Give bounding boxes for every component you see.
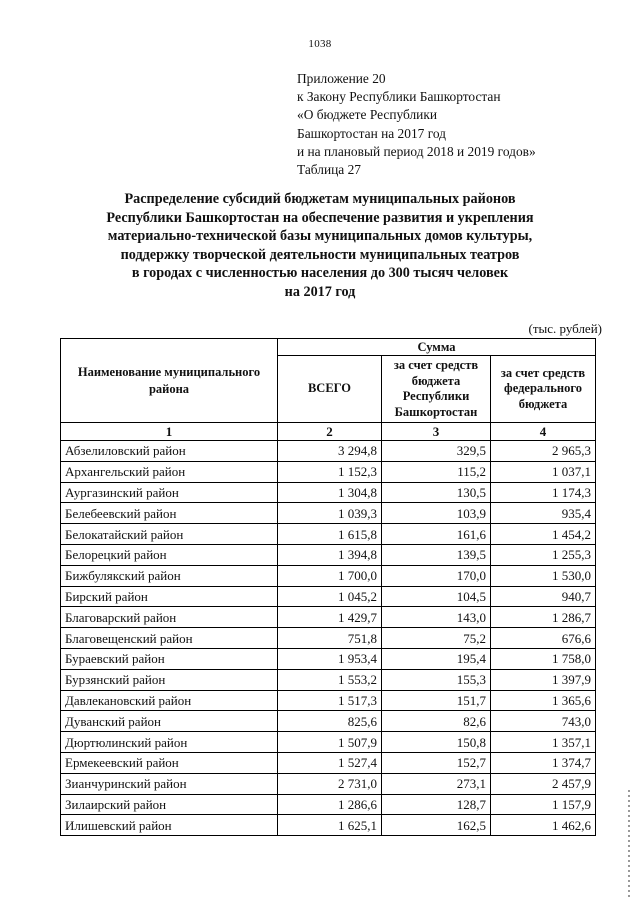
total-cell: 3 294,8 [278, 441, 382, 462]
federal-budget-cell: 1 157,9 [491, 794, 596, 815]
federal-budget-cell: 2 457,9 [491, 773, 596, 794]
total-cell: 1 953,4 [278, 648, 382, 669]
subsidy-table [60, 338, 596, 836]
table-row [61, 441, 596, 462]
federal-budget-cell: 1 286,7 [491, 607, 596, 628]
district-name-cell: Благоварский район [61, 607, 278, 628]
column-header-republic-budget: за счет средств бюджета Республики Башкортостан [382, 356, 491, 423]
district-name-cell: Архангельский район [61, 461, 278, 482]
total-cell: 1 039,3 [278, 503, 382, 524]
table-row [61, 732, 596, 753]
table-row [61, 752, 596, 773]
appendix-line: Приложение 20 [297, 71, 386, 86]
district-name-cell: Белорецкий район [61, 544, 278, 565]
total-cell: 751,8 [278, 628, 382, 649]
total-cell: 1 553,2 [278, 669, 382, 690]
page-number: 1038 [308, 38, 332, 50]
republic-budget-cell: 329,5 [382, 441, 491, 462]
federal-budget-cell: 940,7 [491, 586, 596, 607]
total-cell: 1 429,7 [278, 607, 382, 628]
table-body [61, 423, 596, 836]
federal-budget-cell: 935,4 [491, 503, 596, 524]
appendix-line: и на плановый период 2018 и 2019 годов» [297, 143, 536, 159]
column-number: 3 [382, 423, 491, 441]
district-name-cell: Дюртюлинский район [61, 732, 278, 753]
republic-budget-cell: 82,6 [382, 711, 491, 732]
district-name-cell: Давлекановский район [61, 690, 278, 711]
total-cell: 2 731,0 [278, 773, 382, 794]
total-cell: 1 045,2 [278, 586, 382, 607]
district-name-cell: Бураевский район [61, 648, 278, 669]
federal-budget-cell: 1 530,0 [491, 565, 596, 586]
column-header-federal-budget: за счет средств федерального бюджета [491, 356, 596, 423]
federal-budget-cell: 1 037,1 [491, 461, 596, 482]
total-cell: 1 152,3 [278, 461, 382, 482]
district-name-cell: Илишевский район [61, 815, 278, 836]
table-row [61, 773, 596, 794]
table-row [61, 524, 596, 545]
total-cell: 825,6 [278, 711, 382, 732]
table-row [61, 690, 596, 711]
district-name-cell: Белокатайский район [61, 524, 278, 545]
total-cell: 1 286,6 [278, 794, 382, 815]
federal-budget-cell: 1 174,3 [491, 482, 596, 503]
column-header-sum: Сумма [278, 339, 596, 356]
document-title [60, 190, 580, 302]
republic-budget-cell: 161,6 [382, 524, 491, 545]
total-cell: 1 527,4 [278, 752, 382, 773]
total-cell: 1 615,8 [278, 524, 382, 545]
column-header-name: Наименование муниципального района [61, 339, 278, 423]
republic-budget-cell: 155,3 [382, 669, 491, 690]
table-row [61, 711, 596, 732]
republic-budget-cell: 273,1 [382, 773, 491, 794]
column-number: 2 [278, 423, 382, 441]
scan-margin-mark [628, 790, 630, 900]
table-row [61, 461, 596, 482]
appendix-line: Башкортостан на 2017 год [297, 125, 446, 141]
federal-budget-cell: 2 965,3 [491, 441, 596, 462]
republic-budget-cell: 75,2 [382, 628, 491, 649]
total-cell: 1 507,9 [278, 732, 382, 753]
federal-budget-cell: 1 365,6 [491, 690, 596, 711]
table-row [61, 669, 596, 690]
republic-budget-cell: 152,7 [382, 752, 491, 773]
title-line: поддержку творческой деятельности муниципальных театров [120, 246, 520, 263]
republic-budget-cell: 103,9 [382, 503, 491, 524]
district-name-cell: Бижбулякский район [61, 565, 278, 586]
federal-budget-cell: 1 397,9 [491, 669, 596, 690]
total-cell: 1 517,3 [278, 690, 382, 711]
federal-budget-cell: 1 255,3 [491, 544, 596, 565]
units-label: (тыс. рублей) [528, 321, 602, 336]
table-row [61, 565, 596, 586]
appendix-line: «О бюджете Республики [297, 107, 437, 123]
title-line: Распределение субсидий бюджетам муниципальных районов [124, 191, 516, 207]
district-name-cell: Благовещенский район [61, 628, 278, 649]
column-header-total: ВСЕГО [278, 356, 382, 423]
republic-budget-cell: 115,2 [382, 461, 491, 482]
republic-budget-cell: 128,7 [382, 794, 491, 815]
district-name-cell: Зилаирский район [61, 794, 278, 815]
table-row [61, 607, 596, 628]
republic-budget-cell: 195,4 [382, 648, 491, 669]
republic-budget-cell: 104,5 [382, 586, 491, 607]
title-line: на 2017 год [284, 283, 356, 300]
federal-budget-cell: 1 357,1 [491, 732, 596, 753]
district-name-cell: Белебеевский район [61, 503, 278, 524]
column-number: 1 [61, 423, 278, 441]
title-line: Республики Башкортостан на обеспечение развития и укрепления [106, 209, 534, 226]
column-numbers-row [61, 423, 596, 441]
federal-budget-cell: 1 758,0 [491, 648, 596, 669]
table-row [61, 815, 596, 836]
federal-budget-cell: 743,0 [491, 711, 596, 732]
republic-budget-cell: 130,5 [382, 482, 491, 503]
table-row [61, 586, 596, 607]
federal-budget-cell: 1 374,7 [491, 752, 596, 773]
title-line: в городах с численностью населения до 300 тысяч человек [131, 265, 509, 282]
total-cell: 1 304,8 [278, 482, 382, 503]
federal-budget-cell: 676,6 [491, 628, 596, 649]
table-row [61, 794, 596, 815]
federal-budget-cell: 1 454,2 [491, 524, 596, 545]
total-cell: 1 625,1 [278, 815, 382, 836]
republic-budget-cell: 143,0 [382, 607, 491, 628]
district-name-cell: Ермекеевский район [61, 752, 278, 773]
district-name-cell: Абзелиловский район [61, 441, 278, 462]
district-name-cell: Аургазинский район [61, 482, 278, 503]
republic-budget-cell: 170,0 [382, 565, 491, 586]
district-name-cell: Бирский район [61, 586, 278, 607]
federal-budget-cell: 1 462,6 [491, 815, 596, 836]
republic-budget-cell: 162,5 [382, 815, 491, 836]
appendix-block [297, 70, 536, 179]
table-row [61, 628, 596, 649]
district-name-cell: Бурзянский район [61, 669, 278, 690]
republic-budget-cell: 151,7 [382, 690, 491, 711]
column-number: 4 [491, 423, 596, 441]
total-cell: 1 700,0 [278, 565, 382, 586]
republic-budget-cell: 139,5 [382, 544, 491, 565]
total-cell: 1 394,8 [278, 544, 382, 565]
district-name-cell: Дуванский район [61, 711, 278, 732]
title-line: материально-технической базы муниципальных домов культуры, [107, 228, 533, 245]
appendix-line: к Закону Республики Башкортостан [297, 89, 501, 105]
table-row [61, 482, 596, 503]
republic-budget-cell: 150,8 [382, 732, 491, 753]
district-name-cell: Зианчуринский район [61, 773, 278, 794]
table-label: Таблица 27 [297, 162, 361, 178]
table-row [61, 503, 596, 524]
table-row [61, 648, 596, 669]
table-row [61, 544, 596, 565]
